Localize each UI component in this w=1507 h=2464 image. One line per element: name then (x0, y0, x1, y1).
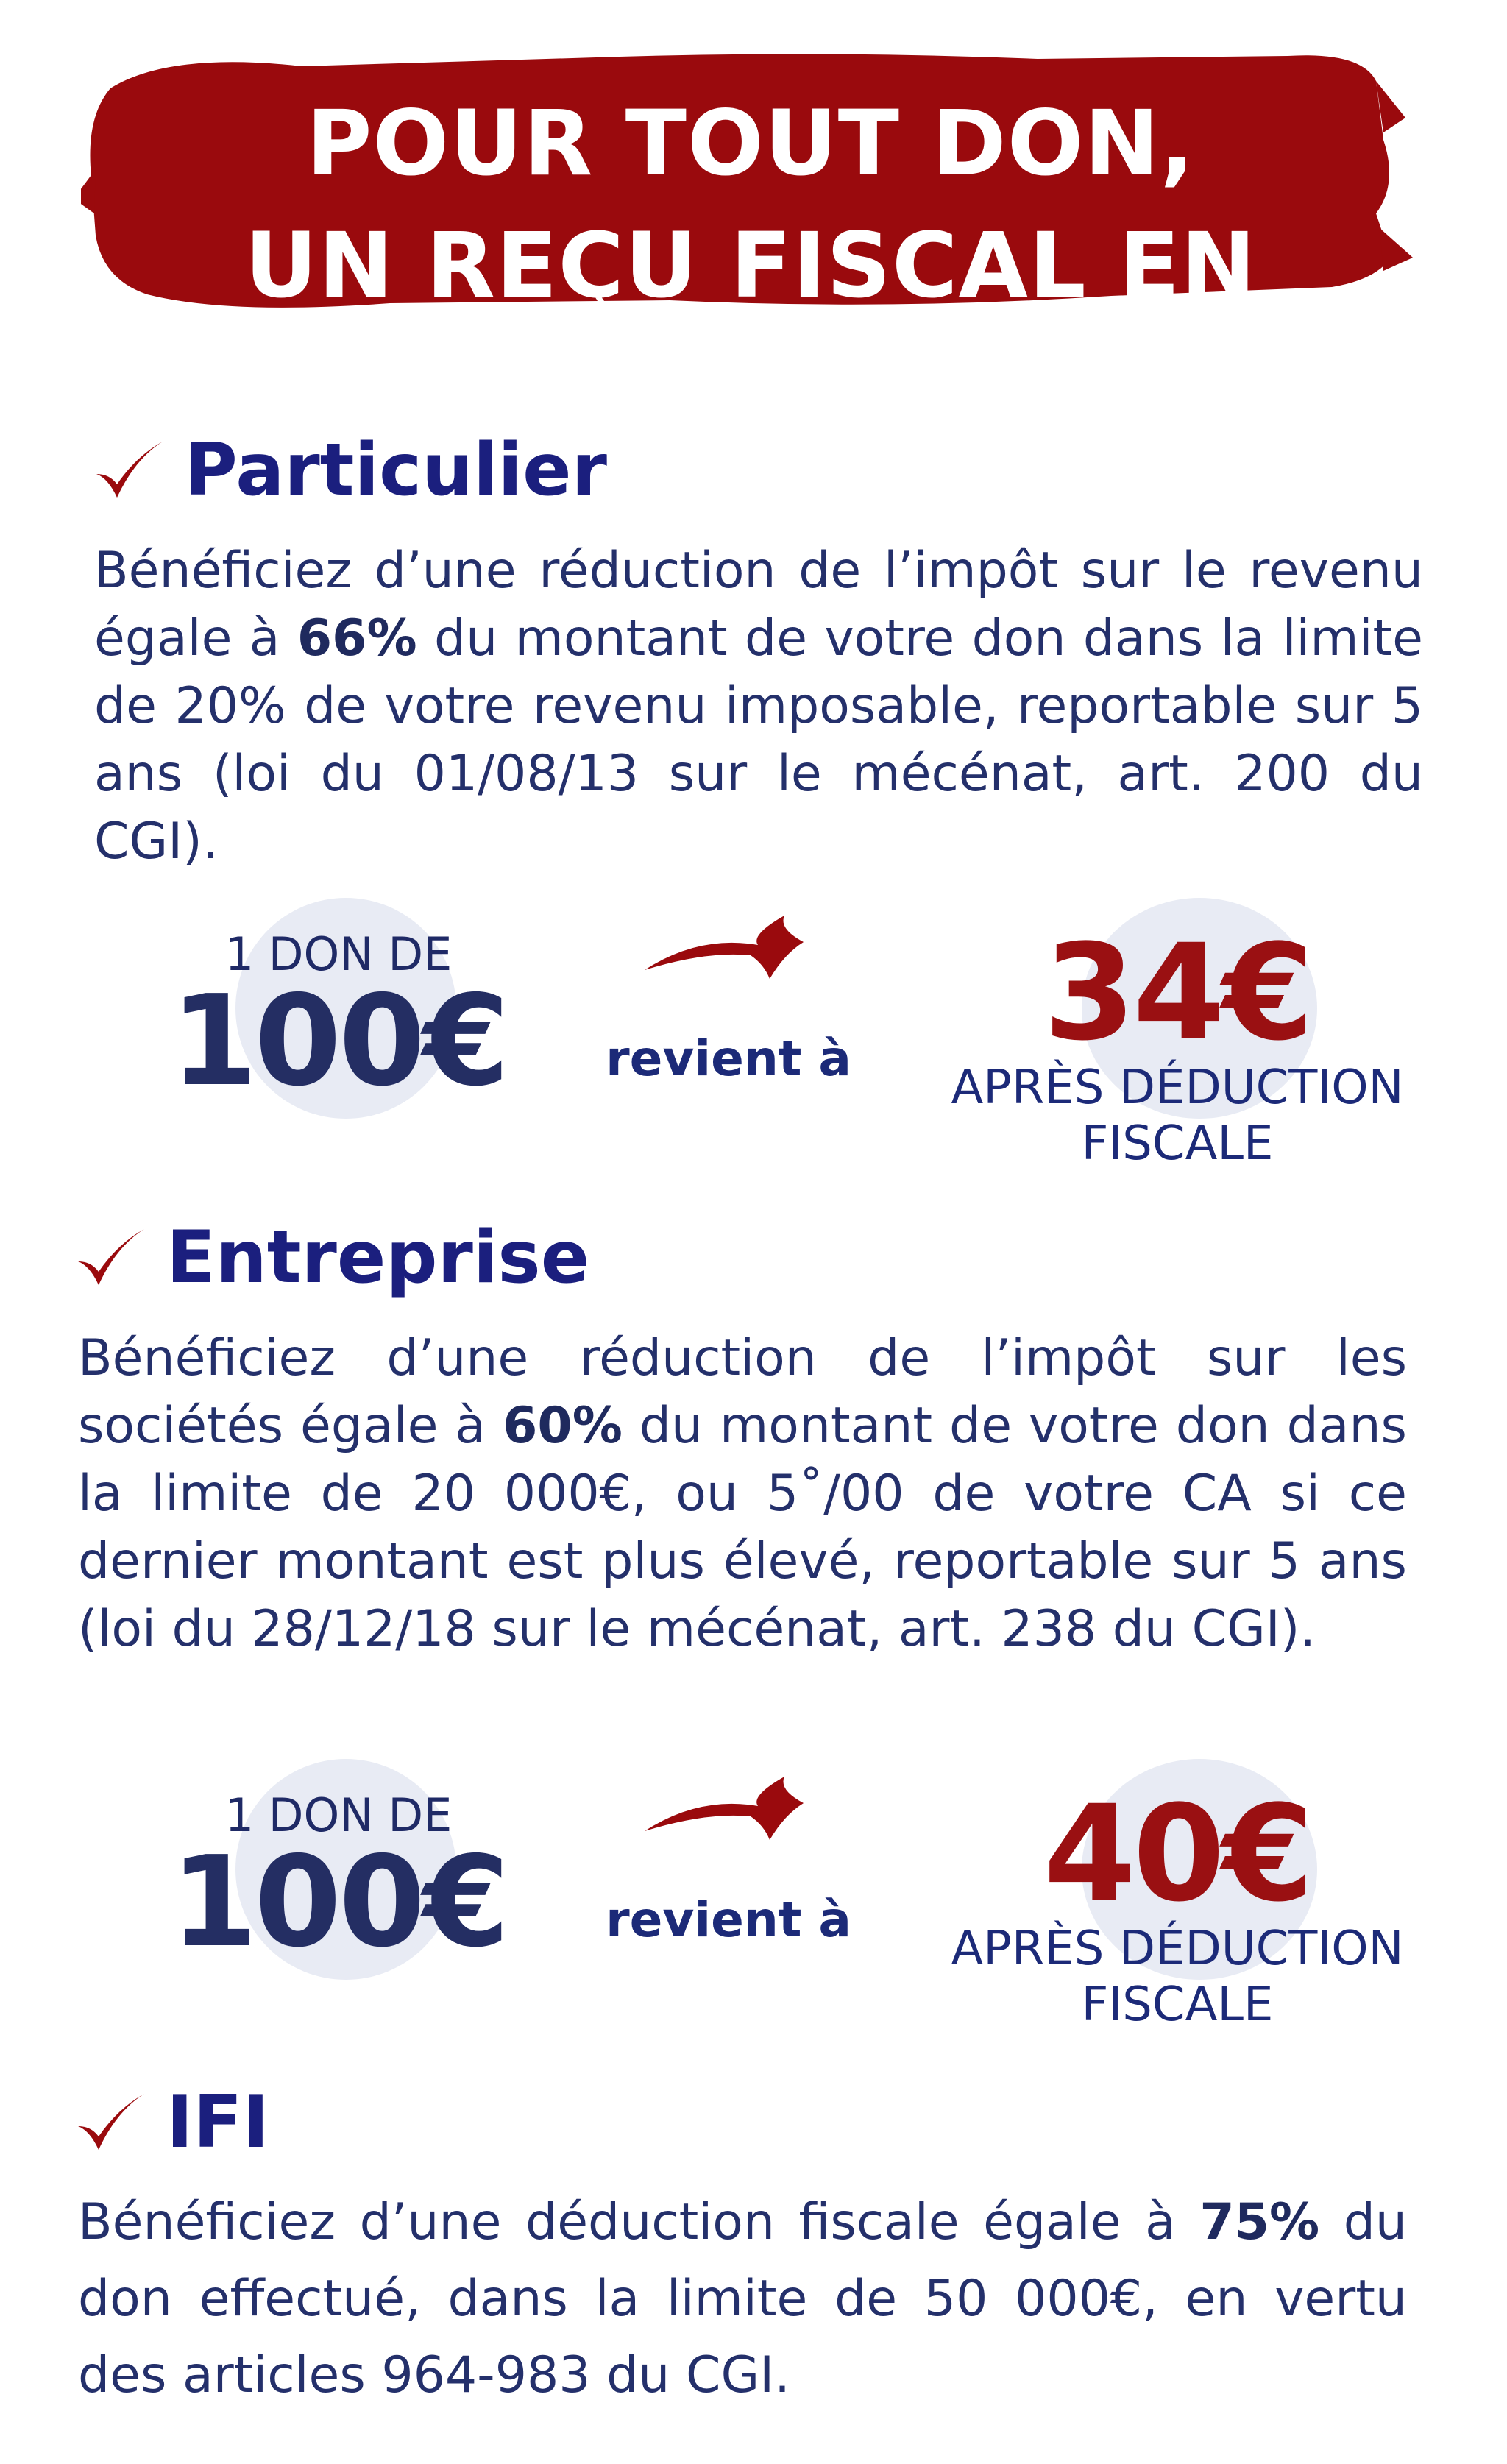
section-title-entreprise: Entreprise (166, 1216, 590, 1300)
result-caption-line-1: APRÈS DÉDUCTION (951, 1061, 1404, 1115)
ifi-text-before: Bénéficiez d’une déduction fiscale égale à (78, 2193, 1200, 2251)
result-caption-line-1: APRÈS DÉDUCTION (951, 1922, 1404, 1976)
result-amount: 34€ (1043, 916, 1311, 1070)
section-ifi-text (78, 2184, 1407, 2414)
curved-arrow-icon (640, 1774, 817, 1855)
section-ifi-header (74, 2081, 269, 2164)
checkmark-icon (74, 1225, 147, 1291)
checkmark-icon (74, 2089, 147, 2156)
result-amount: 40€ (1043, 1777, 1311, 1931)
section-title-particulier: Particulier (185, 428, 607, 512)
don-label: 1 DON DE (224, 927, 453, 981)
revient-label: revient à (606, 1030, 851, 1087)
banner-title-line-1: POUR TOUT DON, (306, 91, 1195, 196)
result-caption (920, 1060, 1435, 1172)
section-entreprise-text (78, 1325, 1407, 1663)
section-particulier-header (92, 428, 607, 512)
don-amount: 100€ (170, 1830, 507, 1975)
example-particulier (0, 891, 1507, 1185)
result-caption-line-2: FISCALE (1081, 1978, 1274, 2032)
section-particulier-text (94, 537, 1423, 876)
entreprise-text-before: Bénéficiez d’une réduction de l’impôt sur les sociétés égale à (78, 1329, 1407, 1455)
title-banner (81, 37, 1420, 440)
result-caption-line-2: FISCALE (1081, 1116, 1274, 1171)
section-title-ifi: IFI (166, 2081, 269, 2164)
don-label: 1 DON DE (224, 1788, 453, 1842)
curved-arrow-icon (640, 913, 817, 994)
checkmark-icon (92, 437, 166, 503)
ifi-highlight: 75% (1199, 2193, 1320, 2251)
banner-title-line-2: UN REÇU FISCAL EN LIGNE (244, 213, 1257, 440)
particulier-highlight: 66% (297, 609, 417, 668)
banner-title (81, 82, 1420, 449)
ifi-text-after: du don effectué, dans la limite de 50 000€, en vertu des articles 964-983 du CGI. (78, 2193, 1407, 2404)
result-caption (920, 1921, 1435, 2033)
don-amount: 100€ (170, 969, 507, 1114)
entreprise-highlight: 60% (503, 1397, 623, 1455)
particulier-text-after: du montant de votre don dans la limite de 20% de votre revenu imposable, reportable sur 5 ans (loi du 01/08/13 sur le mécénat, art. 200 du CGI). (94, 609, 1423, 871)
example-entreprise (0, 1752, 1507, 2046)
particulier-text-before: Bénéficiez d’une réduction de l’impôt sur le revenu égale à (94, 542, 1423, 668)
revient-label: revient à (606, 1891, 851, 1948)
section-entreprise-header (74, 1216, 590, 1300)
entreprise-text-after: du montant de votre don dans la limite de 20 000€, ou 5˚/00 de votre CA si ce dernier montant est plus élevé, reportable sur 5 ans (loi du 28/12/18 sur le mécénat, art. 238 du CGI). (78, 1397, 1407, 1658)
